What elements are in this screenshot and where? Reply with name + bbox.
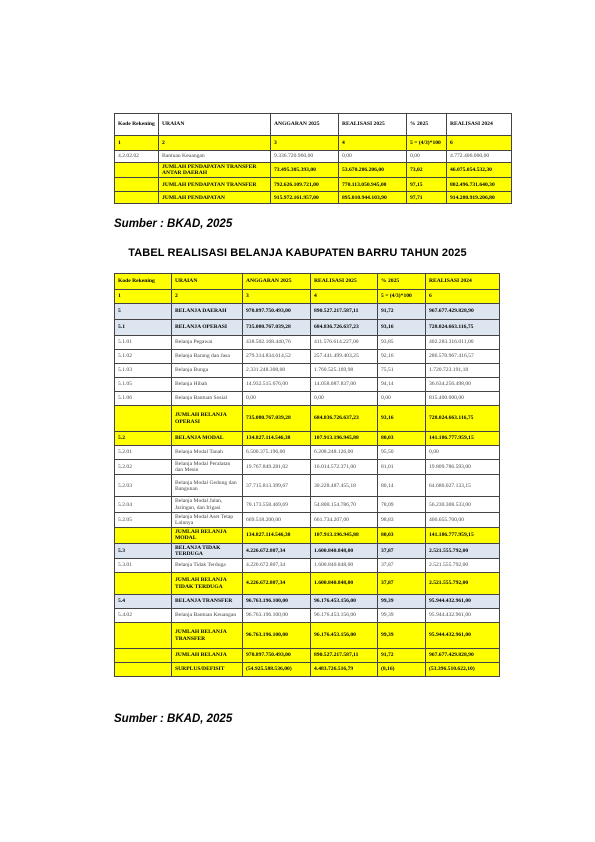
table-cell: 107.913.196.945,88 xyxy=(311,528,378,543)
table-row xyxy=(115,364,500,378)
table-cell: 37,87 xyxy=(378,559,426,573)
table-cell: 91,72 xyxy=(378,304,426,320)
table-cell: 97,71 xyxy=(407,192,447,204)
table-cell: 19.767.849.281,02 xyxy=(243,460,311,475)
header-cell: URAIAN xyxy=(159,114,271,136)
table-row xyxy=(115,512,500,527)
table-cell: 93,85 xyxy=(378,336,426,350)
table-cell xyxy=(115,178,159,192)
number-cell: 2 xyxy=(172,290,243,304)
table-cell: 14.932.515.676,00 xyxy=(243,378,311,392)
table-cell: 770.113.050.945,00 xyxy=(339,178,407,192)
numbering-row xyxy=(115,136,512,151)
table-row xyxy=(115,163,512,178)
table-cell: 107.913.196.945,88 xyxy=(311,432,378,446)
table-cell: Belanja Modal Aset Tetap Lainnya xyxy=(172,512,243,527)
table-cell: 93,16 xyxy=(378,320,426,336)
table-cell: 890.527.217.587,11 xyxy=(311,649,378,663)
table-cell: 5.1.06 xyxy=(115,392,172,406)
table-cell: 5.3 xyxy=(115,543,172,558)
table-cell: 19.809.786.593,00 xyxy=(426,460,500,475)
table-cell: 80,03 xyxy=(378,432,426,446)
table-cell: 37,87 xyxy=(378,573,426,595)
table-cell: 97,15 xyxy=(407,178,447,192)
table-row xyxy=(115,432,500,446)
header-cell: Kode Rekening xyxy=(115,274,172,290)
table-cell: 0,00 xyxy=(339,151,407,163)
table-cell: Belanja Modal Jalan, Jaringan, dan Irigasi xyxy=(172,497,243,512)
table-cell: 2.521.555.792,00 xyxy=(426,559,500,573)
table-cell: 94,14 xyxy=(378,378,426,392)
table-cell: 5.1.01 xyxy=(115,336,172,350)
table-row xyxy=(115,573,500,595)
numbering-row xyxy=(115,290,500,304)
table-cell: 80,03 xyxy=(378,528,426,543)
table-cell: BELANJA OPERASI xyxy=(172,320,243,336)
table-cell: Belanja Modal Gedung dan Bangunan xyxy=(172,475,243,497)
header-cell: REALISASI 2024 xyxy=(447,114,512,136)
table-cell: 915.972.161.957,00 xyxy=(271,192,339,204)
table-cell: (53.396.510.622,10) xyxy=(426,663,500,677)
table-cell: 92,16 xyxy=(378,350,426,364)
table-cell: 438.502.168.440,76 xyxy=(243,336,311,350)
table-cell: 257.441.499.403,25 xyxy=(311,350,378,364)
table-row xyxy=(115,559,500,573)
table-cell: 141.186.777.959,15 xyxy=(426,432,500,446)
table-cell: 99,39 xyxy=(378,623,426,649)
table-cell: 53.670.286.206,00 xyxy=(339,163,407,178)
table-cell: JUMLAH BELANJA TIDAK TERDUGA xyxy=(172,573,243,595)
table-cell: (8,16) xyxy=(378,663,426,677)
table-cell: 4.483.726.516,79 xyxy=(311,663,378,677)
expenditure-table xyxy=(114,273,500,677)
header-cell: % 2025 xyxy=(407,114,447,136)
table-cell: 279.314.834.614,52 xyxy=(243,350,311,364)
table-row xyxy=(115,649,500,663)
table-cell: 14.058.087.837,00 xyxy=(311,378,378,392)
table-cell: 6.208.248.126,00 xyxy=(311,446,378,460)
table-cell: 96.176.453.156,00 xyxy=(311,595,378,609)
table-cell: 728.024.663.116,75 xyxy=(426,320,500,336)
number-cell: 1 xyxy=(115,290,172,304)
table-cell: 5.2.03 xyxy=(115,475,172,497)
header-cell: REALISASI 2025 xyxy=(311,274,378,290)
table-cell: 5.3.01 xyxy=(115,559,172,573)
revenue-table xyxy=(114,113,512,204)
table-row xyxy=(115,623,500,649)
table-cell: 402.283.316.011,00 xyxy=(426,336,500,350)
table-cell: 2.331.248.308,00 xyxy=(243,364,311,378)
number-cell: 5 = (4/3)*100 xyxy=(407,136,447,151)
table-body xyxy=(115,151,512,204)
table-row xyxy=(115,460,500,475)
table-cell: BELANJA DAERAH xyxy=(172,304,243,320)
table-row xyxy=(115,528,500,543)
table-row xyxy=(115,350,500,364)
table-cell: 735.080.767.039,28 xyxy=(243,406,311,432)
table-cell: SURPLUS/DEFISIT xyxy=(172,663,243,677)
table-cell: 0,00 xyxy=(407,151,447,163)
table-cell: 1.600.840.848,00 xyxy=(311,573,378,595)
table-cell: 5.2.04 xyxy=(115,497,172,512)
table-cell: JUMLAH BELANJA MODAL xyxy=(172,528,243,543)
table-cell: 134.827.114.546,38 xyxy=(243,528,311,543)
table-cell: 2.521.555.792,00 xyxy=(426,573,500,595)
table-cell: 5.2.02 xyxy=(115,460,172,475)
table-row xyxy=(115,497,500,512)
table-cell xyxy=(115,649,172,663)
number-cell: 4 xyxy=(339,136,407,151)
table-cell: 91,72 xyxy=(378,649,426,663)
table-cell: 96.763.196.100,00 xyxy=(243,609,311,623)
table-cell: 73,02 xyxy=(407,163,447,178)
number-cell: 3 xyxy=(271,136,339,151)
table-header-row xyxy=(115,114,512,136)
table-cell xyxy=(115,573,172,595)
table-header-row xyxy=(115,274,500,290)
table-cell xyxy=(115,528,172,543)
table-row xyxy=(115,595,500,609)
table-cell: JUMLAH PENDAPATAN TRANSFER xyxy=(159,178,271,192)
table-cell: Belanja Modal Tanah xyxy=(172,446,243,460)
table-cell: 93,16 xyxy=(378,406,426,432)
number-cell: 1 xyxy=(115,136,159,151)
table-cell: 5.2 xyxy=(115,432,172,446)
table-cell: 0,00 xyxy=(243,392,311,406)
header-cell: REALISASI 2025 xyxy=(339,114,407,136)
table-row xyxy=(115,304,500,320)
table-cell: 4.226.672.807,34 xyxy=(243,559,311,573)
table-cell: 64.680.027.133,15 xyxy=(426,475,500,497)
table-cell: 5.1.02 xyxy=(115,350,172,364)
number-cell: 3 xyxy=(243,290,311,304)
table-cell: 5 xyxy=(115,304,172,320)
table-cell: 96.763.196.100,00 xyxy=(243,623,311,649)
table-cell: 406.655.700,00 xyxy=(426,512,500,527)
table-cell: JUMLAH BELANJA TRANSFER xyxy=(172,623,243,649)
table-cell: 54.800.154.786,70 xyxy=(311,497,378,512)
header-cell: URAIAN xyxy=(172,274,243,290)
table-cell: Belanja Modal Peralatan dan Mesin xyxy=(172,460,243,475)
table-cell xyxy=(115,192,159,204)
table-row xyxy=(115,406,500,432)
header-cell: REALISASI 2024 xyxy=(426,274,500,290)
table-cell: 95.944.432.961,00 xyxy=(426,609,500,623)
table-cell: 96.176.453.156,00 xyxy=(311,623,378,649)
table-cell: 134.827.114.546,38 xyxy=(243,432,311,446)
table-cell: BELANJA MODAL xyxy=(172,432,243,446)
table-cell: 36.634.256.498,00 xyxy=(426,378,500,392)
table-cell: Belanja Bantuan Keuangan xyxy=(172,609,243,623)
table-row xyxy=(115,609,500,623)
table-cell: (54.925.588.536,00) xyxy=(243,663,311,677)
table-cell: 0,00 xyxy=(311,392,378,406)
table-cell: Bantuan Keuangan xyxy=(159,151,271,163)
table-cell: 9.336.720.960,00 xyxy=(271,151,339,163)
table-cell: 5.2.05 xyxy=(115,512,172,527)
table-cell: 96.763.196.100,00 xyxy=(243,595,311,609)
table-row xyxy=(115,663,500,677)
table-cell: Belanja Bunga xyxy=(172,364,243,378)
table-cell: 5.4 xyxy=(115,595,172,609)
table-cell: 5.1.05 xyxy=(115,378,172,392)
table-cell: 0,00 xyxy=(378,392,426,406)
table-cell: 46.075.054.532,30 xyxy=(447,163,512,178)
table-cell: 95.944.432.961,00 xyxy=(426,595,500,609)
table-cell: 890.527.217.587,11 xyxy=(311,304,378,320)
table-cell: BELANJA TRANSFER xyxy=(172,595,243,609)
source-note: Sumber : BKAD, 2025 xyxy=(114,713,233,725)
table-cell: 684.836.726.637,23 xyxy=(311,406,378,432)
table-row xyxy=(115,543,500,558)
table-cell: 967.677.429.828,90 xyxy=(426,649,500,663)
table-cell: Belanja Bantuan Sosial xyxy=(172,392,243,406)
number-cell: 4 xyxy=(311,290,378,304)
table-row xyxy=(115,392,500,406)
table-cell: 4.226.672.807,34 xyxy=(243,573,311,595)
table-cell: 78,09 xyxy=(378,497,426,512)
table-cell: 37.715.813.399,67 xyxy=(243,475,311,497)
table-cell: 6.500.375.196,00 xyxy=(243,446,311,460)
source-note: Sumber : BKAD, 2025 xyxy=(114,218,233,230)
table-cell: 792.626.109.721,00 xyxy=(271,178,339,192)
table-cell: 1.600.840.848,00 xyxy=(311,559,378,573)
table-cell xyxy=(115,663,172,677)
table-cell: 5.2.01 xyxy=(115,446,172,460)
table-cell: 37,87 xyxy=(378,543,426,558)
table-cell: 970.897.750.493,00 xyxy=(243,649,311,663)
table-cell: 5.1 xyxy=(115,320,172,336)
table-cell: 99,39 xyxy=(378,609,426,623)
table-cell: 81,01 xyxy=(378,460,426,475)
table-cell: 661.734.207,00 xyxy=(311,512,378,527)
table-cell xyxy=(115,406,172,432)
header-cell: ANGGARAN 2025 xyxy=(243,274,311,290)
table-cell: 0,00 xyxy=(426,446,500,460)
table-cell: 1.600.840.848,00 xyxy=(311,543,378,558)
table-row xyxy=(115,192,512,204)
table-cell: 95,50 xyxy=(378,446,426,460)
table-cell: 735.080.767.039,28 xyxy=(243,320,311,336)
table-cell: Belanja Pegawai xyxy=(172,336,243,350)
table-row xyxy=(115,320,500,336)
number-cell: 2 xyxy=(159,136,271,151)
table-cell: 80,14 xyxy=(378,475,426,497)
table-cell: 286.570.967.416,57 xyxy=(426,350,500,364)
table-row xyxy=(115,336,500,350)
table-cell: 895.010.944.103,90 xyxy=(339,192,407,204)
table-cell: 2.521.555.792,00 xyxy=(426,543,500,558)
table-cell: 5.1.03 xyxy=(115,364,172,378)
table-cell: 684.836.726.637,23 xyxy=(311,320,378,336)
table-row xyxy=(115,475,500,497)
table-cell: 4.226.672.807,34 xyxy=(243,543,311,558)
table-row xyxy=(115,178,512,192)
table-cell: 30.228.487.455,18 xyxy=(311,475,378,497)
table-cell: 16.014.572.371,00 xyxy=(311,460,378,475)
table-cell: JUMLAH BELANJA xyxy=(172,649,243,663)
table-cell: Belanja Tidak Terduga xyxy=(172,559,243,573)
table-cell: 967.677.429.828,90 xyxy=(426,304,500,320)
table-cell: 4.772.406.000,00 xyxy=(447,151,512,163)
number-cell: 6 xyxy=(447,136,512,151)
table-cell: JUMLAH PENDAPATAN xyxy=(159,192,271,204)
table-body xyxy=(115,304,500,677)
table-cell: 95.944.432.961,00 xyxy=(426,623,500,649)
table-cell: 1.760.525.169,98 xyxy=(311,364,378,378)
table-cell xyxy=(115,623,172,649)
number-cell: 6 xyxy=(426,290,500,304)
table-cell: 802.496.731.640,30 xyxy=(447,178,512,192)
table-cell: 98,83 xyxy=(378,512,426,527)
table-cell: 4.2.02.02 xyxy=(115,151,159,163)
table-cell: JUMLAH PENDAPATAN TRANSFER ANTAR DAERAH xyxy=(159,163,271,178)
table-cell: 1.720.723.191,18 xyxy=(426,364,500,378)
table-cell: 728.024.663.116,75 xyxy=(426,406,500,432)
table-row xyxy=(115,378,500,392)
table-cell: 914.280.919.206,80 xyxy=(447,192,512,204)
table-cell: 56.230.308.533,00 xyxy=(426,497,500,512)
header-cell: ANGGARAN 2025 xyxy=(271,114,339,136)
table-cell: 75,51 xyxy=(378,364,426,378)
table-cell: 669.518.200,00 xyxy=(243,512,311,527)
table-cell: Belanja Barang dan Jasa xyxy=(172,350,243,364)
table-title: TABEL REALISASI BELANJA KABUPATEN BARRU TAHUN 2025 xyxy=(128,247,467,259)
table-row xyxy=(115,446,500,460)
table-cell: BELANJA TIDAK TERDUGA xyxy=(172,543,243,558)
table-cell: 70.173.558.469,69 xyxy=(243,497,311,512)
table-cell: 815.400.000,00 xyxy=(426,392,500,406)
table-row xyxy=(115,151,512,163)
table-cell: 411.576.614.227,00 xyxy=(311,336,378,350)
table-cell: 141.186.777.959,15 xyxy=(426,528,500,543)
table-cell: Belanja Hibah xyxy=(172,378,243,392)
number-cell: 5 = (4/3)*100 xyxy=(378,290,426,304)
table-cell: 5.4.02 xyxy=(115,609,172,623)
table-cell xyxy=(115,163,159,178)
table-cell: 73.495.305.393,00 xyxy=(271,163,339,178)
header-cell: % 2025 xyxy=(378,274,426,290)
table-cell: 99,39 xyxy=(378,595,426,609)
table-cell: 96.176.453.156,00 xyxy=(311,609,378,623)
table-cell: JUMLAH BELANJA OPERASI xyxy=(172,406,243,432)
table-cell: 970.897.750.493,00 xyxy=(243,304,311,320)
header-cell: Kode Rekening xyxy=(115,114,159,136)
